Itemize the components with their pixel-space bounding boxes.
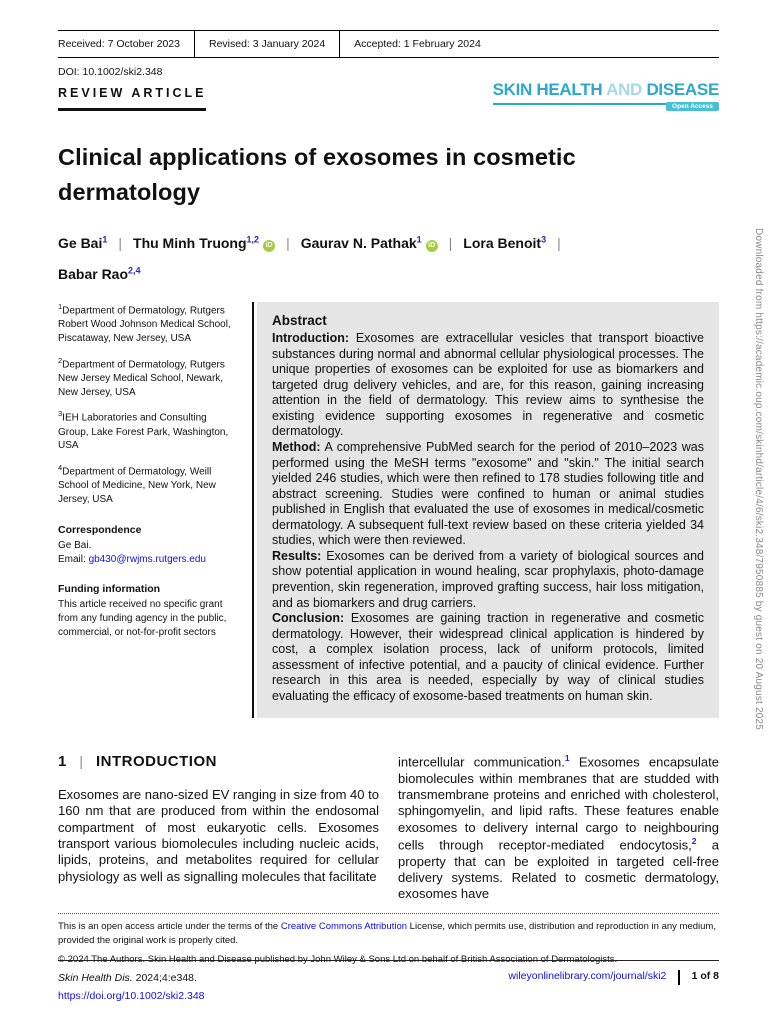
author-name: Ge Bai <box>58 235 103 251</box>
section-heading <box>58 753 379 770</box>
abstract-section-text: Exosomes are gaining traction in regenerative and cosmetic dermatology. However, their widespread clinical application is hindered by cost, a complex isolation process, lack of uniform protocols, limited assessment of infective potential, and a paucity of clinical evidence. Further research in this area is needed, especially by way of clinical studies evaluating the efficacy of exosome-based treatments on human skin. <box>272 611 704 703</box>
download-provenance-note: Downloaded from https://academic.oup.com/skinhd/article/4/6/ski2.348/7950885 by guest on 20 August 2025 <box>753 228 764 731</box>
author-affil-sup: 1,2 <box>246 234 260 245</box>
page-number: 1 of 8 <box>691 970 719 982</box>
intro-right-text <box>398 753 719 902</box>
section-separator: | <box>79 753 83 769</box>
affiliation-text: IEH Laboratories and Consulting Group, Lake Forest Park, Washington, USA <box>58 412 229 452</box>
logo-skin-health: SKIN HEALTH <box>492 80 607 99</box>
correspondence-heading: Correspondence <box>58 523 142 536</box>
correspondence-email-line <box>58 553 240 567</box>
author-name: Thu Minh Truong <box>133 235 247 251</box>
introduction-section <box>58 753 719 902</box>
creative-commons-link[interactable]: Creative Commons Attribution <box>280 921 408 932</box>
orcid-icon[interactable]: iD <box>426 240 438 252</box>
email-link[interactable]: gb430@rwjms.rutgers.edu <box>88 553 206 565</box>
footer-rule <box>58 960 719 961</box>
abstract-box <box>257 302 719 718</box>
affiliation-1 <box>58 302 240 346</box>
copyright-note: © 2024 The Authors. Skin Health and Disease published by John Wiley & Sons Ltd on behalf of British Association of Dermatologists. <box>58 953 618 965</box>
email-label: Email: <box>58 553 89 565</box>
intro-right-column <box>398 753 719 902</box>
author-affil-sup: 1 <box>102 234 108 245</box>
page-title: Clinical applications of exosomes in cosmetic dermatology <box>58 144 576 206</box>
logo-and: AND <box>606 80 643 99</box>
abstract-introduction <box>272 331 704 440</box>
journal-logo <box>492 80 719 110</box>
author <box>58 235 107 251</box>
author-separator: | <box>448 235 453 251</box>
author-affil-sup: 1 <box>416 234 422 245</box>
author-separator: | <box>286 235 290 251</box>
author-list <box>58 228 703 290</box>
affiliation-text: Department of Dermatology, Rutgers New Jersey Medical School, Newark, New Jersey, USA <box>58 359 225 398</box>
accepted-date: Accepted: 1 February 2024 <box>354 38 481 50</box>
abstract-section-text: Exosomes are extracellular vesicles that transport bioactive substances during normal and abnormal cellular physiological processes. The unique properties of exosomes can be exploited for use as biomarkers and targeted drug delivery vehicles, and are, for this reason, gaining increasing attention in the field of dermatology. This review aims to synthesise the existing evidence supporting exosomes in regenerative and cosmetic dermatology. <box>272 331 704 439</box>
license-note <box>58 920 719 948</box>
abstract-section-label: Conclusion: <box>272 611 345 626</box>
header-row <box>58 80 719 111</box>
abstract-section-text: A comprehensive PubMed search for the period of 2010–2023 was performed using the MeSH terms "exosome" and "skin." The initial search yielded 246 studies, which were then refined to 178 studies following title and abstract screening. Studies were confined to human or animal studies published in English that evaluated the use of exosomes in medical/cosmetic dermatology. A subsequent full-text review based on these criteria yielded 34 studies, which were then reviewed. <box>272 439 704 548</box>
author <box>58 266 141 282</box>
abstract-method <box>272 440 704 549</box>
affiliation-text: Department of Dermatology, Rutgers Robert Wood Johnson Medical School, Piscataway, New Jersey, USA <box>58 305 231 344</box>
footnotes <box>58 913 719 966</box>
affiliation-2 <box>58 356 240 400</box>
citation-detail: 2024;4:e348. <box>132 972 197 984</box>
abstract-section-label: Introduction: <box>272 331 350 345</box>
footer <box>58 969 719 1006</box>
doi-link[interactable]: https://doi.org/10.1002/ski2.348 <box>58 990 205 1003</box>
affiliation-sup: 1 <box>58 302 63 311</box>
author-affil-sup: 2,4 <box>128 265 141 276</box>
affiliation-3 <box>58 409 240 453</box>
journal-citation <box>58 969 205 987</box>
intro-left-text: Exosomes are nano-sized EV ranging in size from 40 to 160 nm that are produced from within the endosomal compartment of most eukaryotic cells. Exosomes transport various biomolecules including nucleic acids, lipids, proteins, and metabolites required for cellular physiology as well as signalling molecules that facilitate <box>58 787 379 884</box>
article-type-label: REVIEW ARTICLE <box>58 86 206 111</box>
footer-divider <box>678 970 679 985</box>
main-area <box>58 302 719 718</box>
author-name: Lora Benoit <box>463 235 542 251</box>
vertical-divider <box>252 302 254 718</box>
author <box>133 235 275 251</box>
author <box>301 235 438 251</box>
logo-disease: DISEASE <box>642 80 719 99</box>
received-date: Received: 7 October 2023 <box>58 31 195 57</box>
abstract-heading: Abstract <box>272 313 327 328</box>
footer-citation <box>58 969 205 1006</box>
doi-line: DOI: 10.1002/ski2.348 <box>58 66 163 78</box>
orcid-icon[interactable]: iD <box>263 240 275 252</box>
author-name: Babar Rao <box>58 265 129 282</box>
intro-text-segment: intercellular communication. <box>398 754 565 770</box>
dates-box <box>58 30 719 58</box>
section-title: INTRODUCTION <box>95 753 217 770</box>
affiliation-sup: 4 <box>58 463 63 473</box>
abstract-section-text: Exosomes can be derived from a variety of biological sources and show potential application in wound healing, scar prophylaxis, photo-damage prevention, skin regeneration, improved grafting success, hair loss mitigation, and as biomarkers and drug carriers. <box>272 548 704 610</box>
affiliation-sup: 3 <box>58 409 63 419</box>
abstract-conclusion <box>272 611 704 704</box>
revised-date: Revised: 3 January 2024 <box>209 31 340 57</box>
author-separator: | <box>118 235 123 251</box>
footer-right <box>508 969 719 1006</box>
journal-logo-text <box>493 80 719 99</box>
author-affil-sup: 3 <box>541 234 547 245</box>
affiliation-text: Department of Dermatology, Weill School of Medicine, New York, New Jersey, USA <box>58 466 216 506</box>
affiliation-sup: 2 <box>58 355 63 365</box>
license-text: License, which permits use, distribution and reproduction in any medium, provided the original work is properly cited. <box>58 921 716 946</box>
funding-text: This article received no specific grant from any funding agency in the public, commercial, or not-for-profit sectors <box>58 599 227 639</box>
open-access-badge: Open Access <box>666 102 719 111</box>
author-name: Gaurav N. Pathak <box>300 235 417 251</box>
intro-text-segment: a property that can be exploited in targeted cell-free delivery systems. Related to cosmetic dermatology, exosomes have <box>398 837 719 902</box>
intro-left-column <box>58 753 379 902</box>
author-separator: | <box>557 235 561 251</box>
abstract-results <box>272 549 704 611</box>
correspondence-name: Ge Bai. <box>58 539 92 551</box>
license-text: This is an open access article under the terms of the <box>58 921 281 932</box>
funding-heading: Funding information <box>58 583 161 596</box>
journal-site-link[interactable]: wileyonlinelibrary.com/journal/ski2 <box>508 970 667 982</box>
affiliations-column <box>58 302 252 718</box>
citation-ref[interactable]: 1 <box>564 753 570 763</box>
affiliation-4 <box>58 463 240 507</box>
citation-ref[interactable]: 2 <box>691 835 697 846</box>
abstract-section-label: Results: <box>272 548 322 563</box>
section-number: 1 <box>58 753 67 770</box>
journal-name: Skin Health Dis. <box>58 972 133 984</box>
author <box>463 235 546 251</box>
abstract-section-label: Method: <box>272 439 321 454</box>
intro-text-segment: Exosomes encapsulate biomolecules within membranes that are studded with transmembrane proteins and enriched with cholesterol, sphingomyelin, and lipid rafts. These features enable exosomes to delivery internal cargo to neighbouring cells through receptor-mediated endocytosis, <box>398 754 719 853</box>
